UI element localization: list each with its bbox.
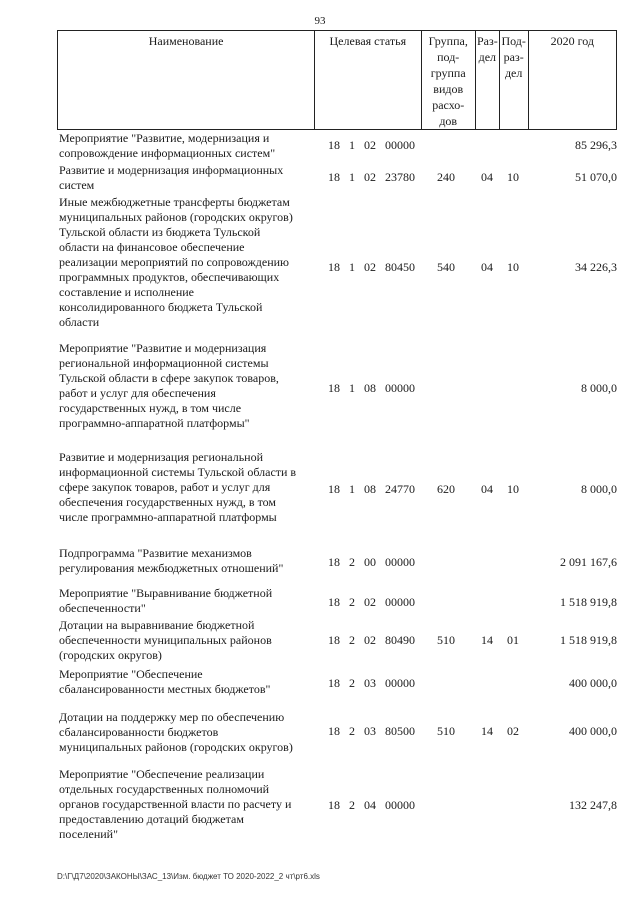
subsection-code: 10 xyxy=(507,260,519,274)
amount: 85 296,3 xyxy=(575,138,617,152)
amount: 34 226,3 xyxy=(575,260,617,274)
direction-code: 00000 xyxy=(385,595,415,609)
expense-group-code: 240 xyxy=(437,170,455,184)
header-name: Наименование xyxy=(58,31,315,130)
program-code: 18 xyxy=(328,555,340,569)
expense-group-code: 510 xyxy=(437,724,455,738)
row-name: Дотации на выравнивание бюджетной обеспеченности муниципальных районов (городских округов) xyxy=(59,618,272,662)
program-code: 18 xyxy=(328,138,340,152)
subprogram-code: 2 xyxy=(349,595,355,609)
subsection-code: 02 xyxy=(507,724,519,738)
expense-group-code: 540 xyxy=(437,260,455,274)
amount: 8 000,0 xyxy=(581,482,617,496)
direction-code: 80490 xyxy=(385,633,415,647)
direction-code: 00000 xyxy=(385,555,415,569)
measure-code: 03 xyxy=(364,724,376,738)
section-code: 04 xyxy=(481,260,493,274)
row-name: Мероприятие "Обеспечение реализации отдельных государственных полномочий органов государственной власти по расчету и предоставлению дотаций бюджетам поселений" xyxy=(59,767,292,841)
subprogram-code: 1 xyxy=(349,170,355,184)
row-name: Мероприятие "Выравнивание бюджетной обеспеченности" xyxy=(59,586,273,615)
row-name: Иные межбюджетные трансферты бюджетам муниципальных районов (городских округов) Тульской области из бюджета Тульской области на финансовое обеспечение реализации мероприятий по сопровождению программных продуктов, обеспечивающих составление и исполнение консолидированного бюджета Тульской области xyxy=(59,195,293,329)
measure-code: 08 xyxy=(364,482,376,496)
measure-code: 02 xyxy=(364,595,376,609)
program-code: 18 xyxy=(328,170,340,184)
subprogram-code: 1 xyxy=(349,482,355,496)
subprogram-code: 1 xyxy=(349,138,355,152)
section-code: 14 xyxy=(481,633,493,647)
subprogram-code: 2 xyxy=(349,724,355,738)
row-name: Развитие и модернизация региональной информационной системы Тульской области в сфере закупок товаров, работ и услуг для обеспечения государственных нужд, в том числе программно-аппаратной платформы xyxy=(59,450,297,524)
row-name: Подпрограмма "Развитие механизмов регулирования межбюджетных отношений" xyxy=(59,546,284,575)
measure-code: 04 xyxy=(364,798,376,812)
measure-code: 02 xyxy=(364,170,376,184)
header-subsection: Под- раз- дел xyxy=(499,31,528,130)
program-code: 18 xyxy=(328,724,340,738)
program-code: 18 xyxy=(328,633,340,647)
section-code: 14 xyxy=(481,724,493,738)
section-code: 04 xyxy=(481,170,493,184)
direction-code: 00000 xyxy=(385,138,415,152)
subprogram-code: 2 xyxy=(349,676,355,690)
direction-code: 23780 xyxy=(385,170,415,184)
subprogram-code: 2 xyxy=(349,555,355,569)
header-expense-group: Группа, под- группа видов расхо- дов xyxy=(421,31,475,130)
measure-code: 08 xyxy=(364,381,376,395)
subprogram-code: 2 xyxy=(349,798,355,812)
expense-group-code: 620 xyxy=(437,482,455,496)
program-code: 18 xyxy=(328,676,340,690)
header-target-article: Целевая статья xyxy=(315,31,421,130)
page-number: 93 xyxy=(314,15,326,27)
table-header xyxy=(57,30,617,130)
subsection-code: 10 xyxy=(507,170,519,184)
program-code: 18 xyxy=(328,482,340,496)
measure-code: 03 xyxy=(364,676,376,690)
amount: 51 070,0 xyxy=(575,170,617,184)
header-year-2020: 2020 год xyxy=(528,31,616,130)
measure-code: 02 xyxy=(364,260,376,274)
header-section: Раз- дел xyxy=(475,31,499,130)
amount: 8 000,0 xyxy=(581,381,617,395)
amount: 2 091 167,6 xyxy=(560,555,617,569)
program-code: 18 xyxy=(328,595,340,609)
subsection-code: 01 xyxy=(507,633,519,647)
subprogram-code: 1 xyxy=(349,260,355,274)
program-code: 18 xyxy=(328,260,340,274)
expense-group-code: 510 xyxy=(437,633,455,647)
direction-code: 00000 xyxy=(385,381,415,395)
direction-code: 80450 xyxy=(385,260,415,274)
amount: 400 000,0 xyxy=(569,676,617,690)
row-name: Мероприятие "Обеспечение сбалансированности местных бюджетов" xyxy=(59,667,271,696)
amount: 132 247,8 xyxy=(569,798,617,812)
measure-code: 02 xyxy=(364,138,376,152)
subprogram-code: 2 xyxy=(349,633,355,647)
section-code: 04 xyxy=(481,482,493,496)
program-code: 18 xyxy=(328,381,340,395)
direction-code: 24770 xyxy=(385,482,415,496)
subsection-code: 10 xyxy=(507,482,519,496)
subprogram-code: 1 xyxy=(349,381,355,395)
amount: 1 518 919,8 xyxy=(560,633,617,647)
row-name: Мероприятие "Развитие и модернизация региональной информационной системы Тульской области в сфере закупок товаров, работ и услуг для обеспечения государственных нужд, в том числе программно-аппаратной платформы" xyxy=(59,341,279,430)
file-path-footer: D:\Г\Д7\2020\ЗАКОНЫ\ЗАС_13\Изм. бюджет ТО 2020-2022_2 чт\рт6.xls xyxy=(57,872,320,881)
amount: 400 000,0 xyxy=(569,724,617,738)
direction-code: 00000 xyxy=(385,676,415,690)
measure-code: 00 xyxy=(364,555,376,569)
row-name: Дотации на поддержку мер по обеспечению сбалансированности бюджетов муниципальных районов (городских округов) xyxy=(59,710,293,754)
row-name: Развитие и модернизация информационных систем xyxy=(59,163,284,192)
row-name: Мероприятие "Развитие, модернизация и сопровождение информационных систем" xyxy=(59,131,276,160)
measure-code: 02 xyxy=(364,633,376,647)
direction-code: 80500 xyxy=(385,724,415,738)
amount: 1 518 919,8 xyxy=(560,595,617,609)
program-code: 18 xyxy=(328,798,340,812)
direction-code: 00000 xyxy=(385,798,415,812)
